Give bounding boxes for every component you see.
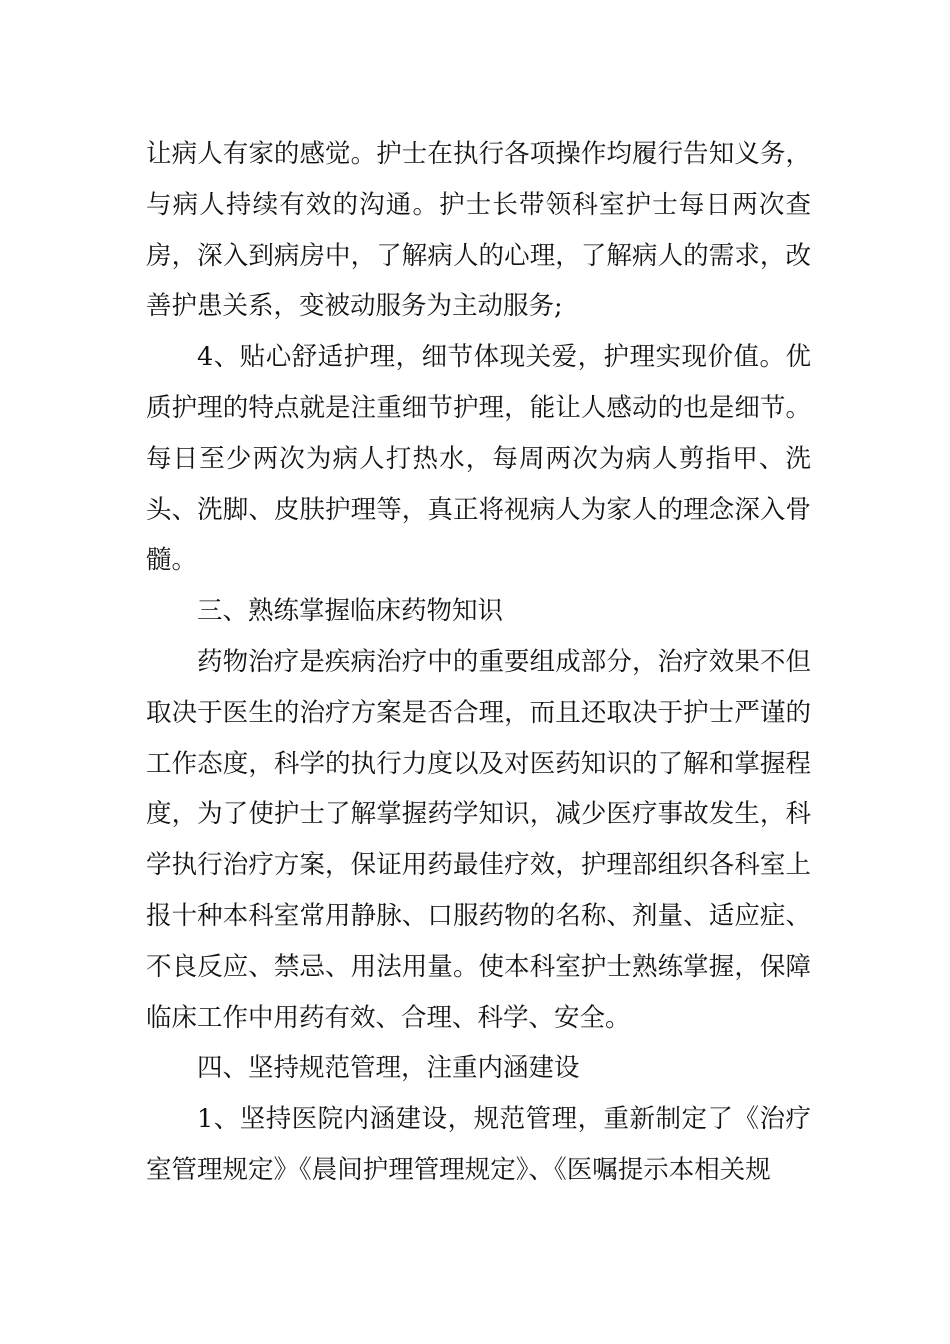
paragraph-item-1: 1、坚持医院内涵建设，规范管理，重新制定了《治疗室管理规定》《晨间护理管理规定》、《医嘱提示本相关规: [146, 1104, 811, 1185]
paragraph-drug-therapy: 药物治疗是疾病治疗中的重要组成部分，治疗效果不但取决于医生的治疗方案是否合理，而且还取决于护士严谨的工作态度，科学的执行力度以及对医药知识的了解和掌握程度，为了使护士了解掌握药学知识，减少医疗事故发生，科学执行治疗方案，保证用药最佳疗效，护理部组织各科室上报十种本科室常用静脉、口服药物的名称、剂量、适应症、不良反应、禁忌、用法用量。使本科室护士熟练掌握，保障临床工作中用药有效、合理、科学、安全。: [146, 646, 811, 1033]
paragraph-item-4: 4、贴心舒适护理，细节体现关爱，护理实现价值。优质护理的特点就是注重细节护理，能让人感动的也是细节。每日至少两次为病人打热水，每周两次为病人剪指甲、洗头、洗脚、皮肤护理等，真正将视病人为家人的理念深入骨髓。: [146, 342, 811, 576]
paragraph-continuation: 让病人有家的感觉。护士在执行各项操作均履行告知义务，与病人持续有效的沟通。护士长带领科室护士每日两次查房，深入到病房中，了解病人的心理，了解病人的需求，改善护患关系，变被动服务为主动服务;: [146, 139, 811, 322]
section-heading-3: 三、熟练掌握临床药物知识: [197, 596, 504, 627]
document-body: [146, 129, 811, 1196]
section-heading-4: 四、坚持规范管理，注重内涵建设: [197, 1053, 580, 1084]
